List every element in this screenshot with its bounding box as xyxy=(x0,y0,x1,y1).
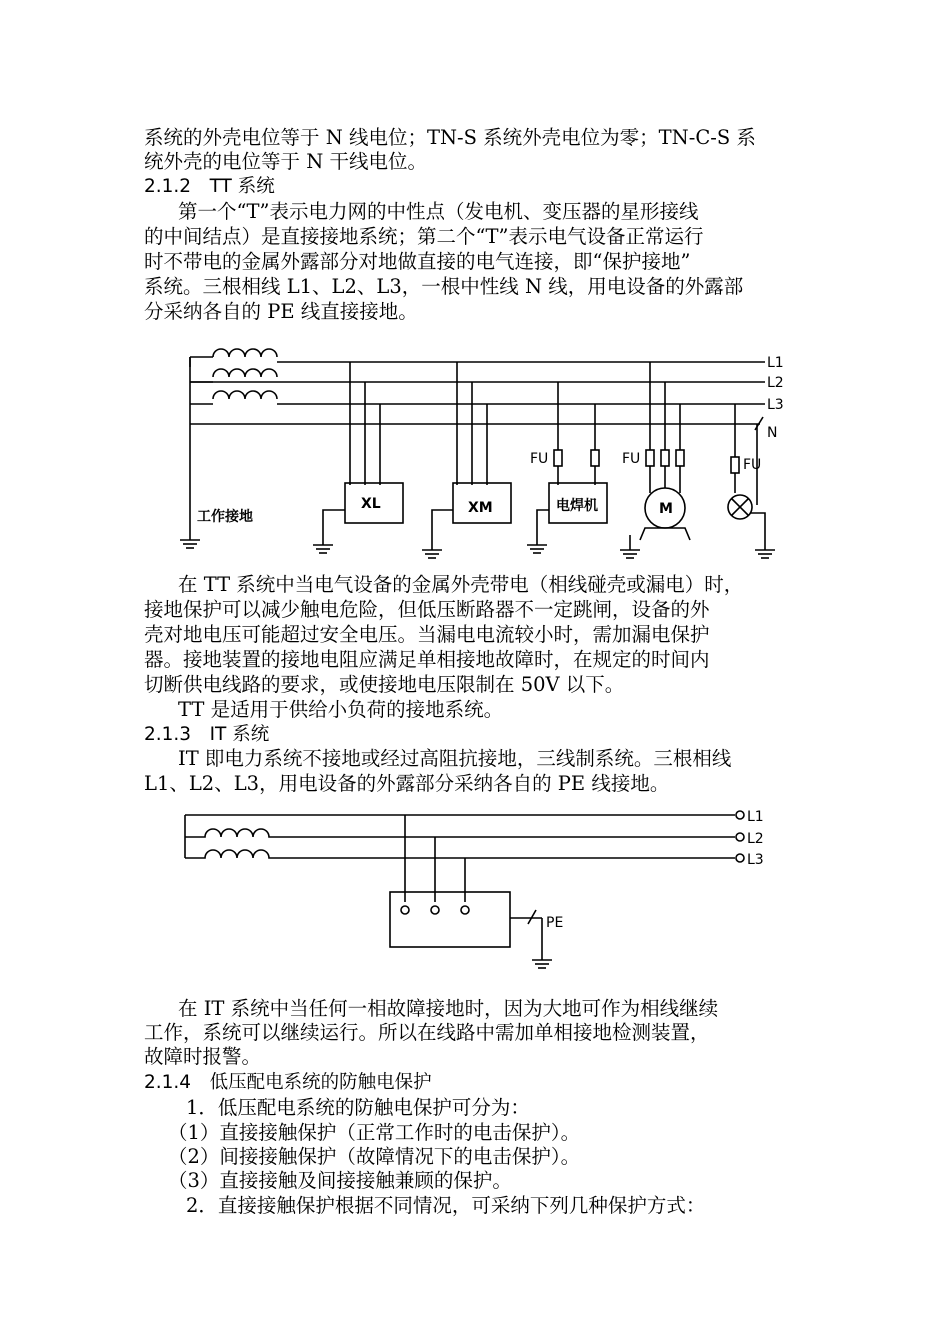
label-it-l1: L1 xyxy=(747,809,764,825)
transformer-coil-1 xyxy=(190,349,277,367)
transformer-coil-2 xyxy=(213,369,277,377)
label-welder: 电焊机 xyxy=(556,498,598,514)
section-heading: 2.1.3 IT 系统 xyxy=(144,724,270,745)
paragraph-line: 接地保护可以减少触电危险，但低压断路器不一定跳闸，设备的外 xyxy=(144,598,710,621)
label-motor: M xyxy=(659,501,673,517)
paragraph-line: 工作，系统可以继续运行。所以在线路中需加单相接地检测装置， xyxy=(144,1021,710,1044)
terminal-l2 xyxy=(736,833,744,841)
paragraph-line: 切断供电线路的要求，或使接地电压限制在 50V 以下。 xyxy=(144,673,625,696)
label-pe: PE xyxy=(546,915,564,931)
paragraph-line: 在 IT 系统中当任何一相故障接地时，因为大地可作为相线继续 xyxy=(178,997,719,1020)
label-n: N xyxy=(767,425,778,441)
paragraph-line: 第一个“T”表示电力网的中性点（发电机、变压器的星形接线 xyxy=(178,200,699,223)
list-subitem: （3）直接接触及间接接触兼顾的保护。 xyxy=(168,1169,512,1192)
label-fu-motor: FU xyxy=(622,451,641,467)
label-l2: L2 xyxy=(767,375,784,391)
label-fu-welder: FU xyxy=(530,451,549,467)
list-subitem: （2）间接接触保护（故障情况下的电击保护）。 xyxy=(168,1145,581,1168)
list-item: 1．低压配电系统的防触电保护可分为： xyxy=(186,1096,530,1119)
paragraph-line: 系统的外壳电位等于 N 线电位；TN-S 系统外壳电位为零；TN-C-S 系 xyxy=(144,126,756,149)
label-l1: L1 xyxy=(767,355,784,371)
paragraph-line: 时不带电的金属外露部分对地做直接的电气连接，即“保护接地” xyxy=(144,250,691,273)
equipment-box xyxy=(390,892,510,947)
paragraph-line: 系统。三根相线 L1、L2、L3，一根中性线 N 线，用电设备的外露部 xyxy=(144,275,744,298)
paragraph-line: IT 即电力系统不接地或经过高阻抗接地，三线制系统。三根相线 xyxy=(178,747,732,770)
paragraph-line: 的中间结点）是直接接地系统；第二个“T”表示电气设备正常运行 xyxy=(144,225,704,248)
paragraph-line: 分采纳各自的 PE 线直接接地。 xyxy=(144,300,418,323)
paragraph-line: 故障时报警。 xyxy=(144,1045,262,1068)
it-system-diagram xyxy=(180,800,780,980)
label-xm: XM xyxy=(468,500,493,516)
transformer-coil-3 xyxy=(213,391,277,399)
terminal-l3 xyxy=(736,854,744,862)
section-heading: 2.1.2 TT 系统 xyxy=(144,176,275,197)
label-xl: XL xyxy=(361,496,381,512)
list-subitem: （1）直接接触保护（正常工作时的电击保护）。 xyxy=(168,1121,581,1144)
paragraph-line: L1、L2、L3，用电设备的外露部分采纳各自的 PE 线接地。 xyxy=(144,772,670,795)
label-fu-lamp: FU xyxy=(743,457,762,473)
paragraph-line: TT 是适用于供给小负荷的接地系统。 xyxy=(178,698,504,721)
section-heading: 2.1.4 低压配电系统的防触电保护 xyxy=(144,1072,432,1093)
paragraph-line: 统外壳的电位等于 N 干线电位。 xyxy=(144,150,427,173)
label-l3: L3 xyxy=(767,397,784,413)
terminal-l1 xyxy=(736,811,744,819)
paragraph-line: 器。接地装置的接地电阻应满足单相接地故障时，在规定的时间内 xyxy=(144,648,710,671)
tt-system-diagram xyxy=(175,345,795,575)
label-working-ground: 工作接地 xyxy=(197,509,253,525)
list-item: 2．直接接触保护根据不同情况，可采纳下列几种保护方式： xyxy=(186,1194,706,1217)
paragraph-line: 壳对地电压可能超过安全电压。当漏电电流较小时，需加漏电保护 xyxy=(144,623,710,646)
label-it-l2: L2 xyxy=(747,831,764,847)
label-it-l3: L3 xyxy=(747,852,764,868)
paragraph-line: 在 TT 系统中当电气设备的金属外壳带电（相线碰壳或漏电）时， xyxy=(178,573,744,596)
